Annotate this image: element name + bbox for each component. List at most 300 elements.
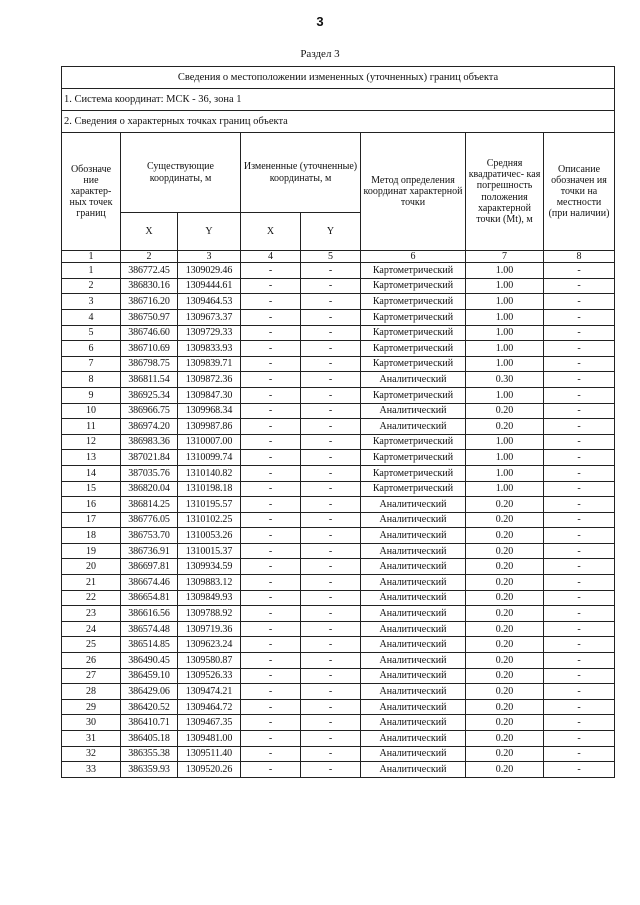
mean-error-cell: 0.20 [466,606,544,622]
existing-y-cell: 1309719.36 [178,621,241,637]
point-description-cell: - [544,450,615,466]
table-title: Сведения о местоположении измененных (уточненных) границ объекта [62,67,615,89]
column-number: 2 [121,251,178,263]
table-row [62,497,615,513]
method-cell: Картометрический [361,465,466,481]
point-description-cell: - [544,731,615,747]
table-row [62,450,615,466]
changed-x-cell: - [241,419,301,435]
changed-x-cell: - [241,341,301,357]
existing-x-cell: 386966.75 [121,403,178,419]
existing-x-cell: 386736.91 [121,543,178,559]
existing-x-cell: 386710.69 [121,341,178,357]
existing-x-cell: 386674.46 [121,575,178,591]
changed-y-cell: - [301,434,361,450]
existing-x-cell: 386750.97 [121,309,178,325]
header-existing-coords: Существующие координаты, м [121,133,241,213]
point-description-cell: - [544,387,615,403]
changed-y-cell: - [301,590,361,606]
mean-error-cell: 1.00 [466,309,544,325]
changed-y-cell: - [301,559,361,575]
table-row [62,419,615,435]
table-row [62,341,615,357]
changed-x-cell: - [241,450,301,466]
changed-x-cell: - [241,497,301,513]
header-method: Метод определения координат характерной точки [361,133,466,251]
point-id-cell: 30 [62,715,121,731]
point-description-cell: - [544,325,615,341]
changed-y-cell: - [301,497,361,513]
existing-y-cell: 1309987.86 [178,419,241,435]
changed-x-cell: - [241,637,301,653]
changed-y-cell: - [301,762,361,778]
page-number: 3 [316,14,324,29]
point-description-cell: - [544,559,615,575]
mean-error-cell: 0.20 [466,653,544,669]
changed-y-cell: - [301,356,361,372]
table-row [62,762,615,778]
point-id-cell: 24 [62,621,121,637]
existing-x-cell: 386772.45 [121,263,178,279]
point-id-cell: 26 [62,653,121,669]
point-id-cell: 19 [62,543,121,559]
changed-x-cell: - [241,309,301,325]
method-cell: Аналитический [361,403,466,419]
method-cell: Картометрический [361,309,466,325]
existing-y-cell: 1309029.46 [178,263,241,279]
table-row [62,294,615,310]
changed-y-cell: - [301,653,361,669]
changed-x-cell: - [241,465,301,481]
point-description-cell: - [544,372,615,388]
changed-x-cell: - [241,294,301,310]
changed-y-cell: - [301,387,361,403]
mean-error-cell: 1.00 [466,325,544,341]
mean-error-cell: 1.00 [466,387,544,403]
point-description-cell: - [544,434,615,450]
table-row [62,559,615,575]
method-cell: Картометрический [361,278,466,294]
mean-error-cell: 1.00 [466,263,544,279]
table-row [62,621,615,637]
method-cell: Аналитический [361,606,466,622]
changed-x-cell: - [241,512,301,528]
point-id-cell: 32 [62,746,121,762]
table-row [62,309,615,325]
header-designation: Обозначе ние характер- ных точек границ [62,133,121,251]
point-description-cell: - [544,653,615,669]
method-cell: Картометрический [361,450,466,466]
existing-x-cell: 386925.34 [121,387,178,403]
existing-x-cell: 386359.93 [121,762,178,778]
changed-y-cell: - [301,309,361,325]
changed-y-cell: - [301,294,361,310]
method-cell: Аналитический [361,512,466,528]
point-id-cell: 15 [62,481,121,497]
existing-x-cell: 386405.18 [121,731,178,747]
point-description-cell: - [544,715,615,731]
table-row [62,575,615,591]
coord-system-line: 1. Система координат: МСК - 36, зона 1 [62,89,615,111]
method-cell: Картометрический [361,356,466,372]
mean-error-cell: 1.00 [466,434,544,450]
existing-y-cell: 1309968.34 [178,403,241,419]
changed-y-cell: - [301,606,361,622]
changed-y-cell: - [301,528,361,544]
changed-x-cell: - [241,372,301,388]
existing-x-cell: 386429.06 [121,684,178,700]
point-description-cell: - [544,512,615,528]
point-description-cell: - [544,699,615,715]
changed-x-cell: - [241,356,301,372]
point-id-cell: 17 [62,512,121,528]
method-cell: Аналитический [361,372,466,388]
existing-y-cell: 1310053.26 [178,528,241,544]
changed-y-cell: - [301,465,361,481]
changed-x-cell: - [241,590,301,606]
existing-x-cell: 386983.36 [121,434,178,450]
changed-y-cell: - [301,450,361,466]
existing-y-cell: 1309883.12 [178,575,241,591]
changed-x-cell: - [241,731,301,747]
method-cell: Картометрический [361,341,466,357]
header-description: Описание обозначен ия точки на местности (при наличии) [544,133,615,251]
point-description-cell: - [544,465,615,481]
existing-x-cell: 386716.20 [121,294,178,310]
mean-error-cell: 1.00 [466,341,544,357]
existing-y-cell: 1309623.24 [178,637,241,653]
existing-x-cell: 386776.05 [121,512,178,528]
point-id-cell: 12 [62,434,121,450]
changed-y-cell: - [301,325,361,341]
point-id-cell: 6 [62,341,121,357]
point-id-cell: 7 [62,356,121,372]
table-row [62,653,615,669]
existing-x-cell: 386459.10 [121,668,178,684]
point-description-cell: - [544,403,615,419]
boundary-points-table [61,66,615,778]
changed-x-cell: - [241,325,301,341]
method-cell: Картометрический [361,325,466,341]
point-id-cell: 2 [62,278,121,294]
changed-x-cell: - [241,606,301,622]
header-error: Средняя квадратичес- кая погрешность положения характерной точки (Mt), м [466,133,544,251]
mean-error-cell: 1.00 [466,481,544,497]
method-cell: Аналитический [361,668,466,684]
method-cell: Аналитический [361,637,466,653]
point-description-cell: - [544,575,615,591]
point-id-cell: 14 [62,465,121,481]
table-row [62,512,615,528]
existing-y-cell: 1309467.35 [178,715,241,731]
method-cell: Аналитический [361,497,466,513]
point-id-cell: 1 [62,263,121,279]
point-id-cell: 13 [62,450,121,466]
existing-x-cell: 386814.25 [121,497,178,513]
existing-y-cell: 1309673.37 [178,309,241,325]
point-description-cell: - [544,606,615,622]
existing-y-cell: 1309464.72 [178,699,241,715]
table-row [62,543,615,559]
changed-x-cell: - [241,481,301,497]
changed-x-cell: - [241,528,301,544]
point-description-cell: - [544,481,615,497]
point-id-cell: 8 [62,372,121,388]
point-description-cell: - [544,294,615,310]
existing-y-cell: 1309464.53 [178,294,241,310]
method-cell: Картометрический [361,434,466,450]
existing-y-cell: 1309839.71 [178,356,241,372]
existing-y-cell: 1310195.57 [178,497,241,513]
column-number: 5 [301,251,361,263]
column-number: 6 [361,251,466,263]
point-description-cell: - [544,497,615,513]
mean-error-cell: 1.00 [466,450,544,466]
column-number: 3 [178,251,241,263]
table-row [62,278,615,294]
table-row [62,528,615,544]
table-row [62,434,615,450]
existing-x-cell: 386654.81 [121,590,178,606]
mean-error-cell: 0.20 [466,715,544,731]
existing-x-cell: 386574.48 [121,621,178,637]
method-cell: Аналитический [361,575,466,591]
point-id-cell: 5 [62,325,121,341]
table-row [62,590,615,606]
changed-x-cell: - [241,762,301,778]
table-row [62,637,615,653]
changed-y-cell: - [301,637,361,653]
changed-y-cell: - [301,481,361,497]
mean-error-cell: 0.20 [466,684,544,700]
point-description-cell: - [544,637,615,653]
column-number: 1 [62,251,121,263]
table-row [62,481,615,497]
method-cell: Аналитический [361,746,466,762]
point-description-cell: - [544,543,615,559]
existing-x-cell: 387035.76 [121,465,178,481]
existing-y-cell: 1309511.40 [178,746,241,762]
mean-error-cell: 0.20 [466,746,544,762]
changed-x-cell: - [241,746,301,762]
changed-y-cell: - [301,419,361,435]
header-existing-y: Y [178,213,241,251]
existing-y-cell: 1309833.93 [178,341,241,357]
changed-x-cell: - [241,715,301,731]
point-description-cell: - [544,263,615,279]
changed-x-cell: - [241,434,301,450]
mean-error-cell: 0.20 [466,497,544,513]
changed-x-cell: - [241,575,301,591]
changed-x-cell: - [241,278,301,294]
table-row [62,403,615,419]
table-row [62,372,615,388]
point-id-cell: 23 [62,606,121,622]
changed-x-cell: - [241,653,301,669]
changed-y-cell: - [301,684,361,700]
point-id-cell: 29 [62,699,121,715]
method-cell: Картометрический [361,263,466,279]
method-cell: Аналитический [361,543,466,559]
changed-x-cell: - [241,699,301,715]
table-row [62,356,615,372]
existing-x-cell: 386974.20 [121,419,178,435]
column-number-row [62,251,615,263]
mean-error-cell: 1.00 [466,294,544,310]
column-number: 8 [544,251,615,263]
changed-y-cell: - [301,575,361,591]
changed-y-cell: - [301,621,361,637]
table-row [62,263,615,279]
method-cell: Аналитический [361,590,466,606]
mean-error-cell: 0.20 [466,668,544,684]
existing-y-cell: 1310015.37 [178,543,241,559]
point-id-cell: 25 [62,637,121,653]
existing-y-cell: 1309849.93 [178,590,241,606]
existing-y-cell: 1310198.18 [178,481,241,497]
existing-x-cell: 386420.52 [121,699,178,715]
point-id-cell: 31 [62,731,121,747]
section-title: Раздел 3 [300,48,340,60]
changed-y-cell: - [301,543,361,559]
existing-y-cell: 1309729.33 [178,325,241,341]
method-cell: Аналитический [361,715,466,731]
point-id-cell: 28 [62,684,121,700]
method-cell: Аналитический [361,684,466,700]
header-existing-x: X [121,213,178,251]
mean-error-cell: 0.20 [466,528,544,544]
point-id-cell: 21 [62,575,121,591]
mean-error-cell: 0.20 [466,731,544,747]
column-number: 7 [466,251,544,263]
existing-x-cell: 387021.84 [121,450,178,466]
table-body [62,263,615,778]
method-cell: Аналитический [361,419,466,435]
changed-x-cell: - [241,387,301,403]
table-row [62,731,615,747]
table-row [62,465,615,481]
point-description-cell: - [544,309,615,325]
method-cell: Картометрический [361,294,466,310]
point-description-cell: - [544,762,615,778]
point-description-cell: - [544,668,615,684]
changed-y-cell: - [301,731,361,747]
method-cell: Аналитический [361,699,466,715]
point-id-cell: 3 [62,294,121,310]
header-changed-coords: Измененные (уточненные) координаты, м [241,133,361,213]
point-id-cell: 11 [62,419,121,435]
existing-x-cell: 386830.16 [121,278,178,294]
point-id-cell: 10 [62,403,121,419]
point-description-cell: - [544,419,615,435]
method-cell: Картометрический [361,387,466,403]
existing-y-cell: 1310102.25 [178,512,241,528]
mean-error-cell: 0.20 [466,512,544,528]
existing-y-cell: 1310140.82 [178,465,241,481]
point-id-cell: 22 [62,590,121,606]
column-number: 4 [241,251,301,263]
existing-x-cell: 386697.81 [121,559,178,575]
mean-error-cell: 0.20 [466,403,544,419]
point-description-cell: - [544,356,615,372]
existing-y-cell: 1309444.61 [178,278,241,294]
method-cell: Картометрический [361,481,466,497]
points-heading: 2. Сведения о характерных точках границ объекта [62,111,615,133]
changed-y-cell: - [301,715,361,731]
method-cell: Аналитический [361,762,466,778]
changed-x-cell: - [241,403,301,419]
point-description-cell: - [544,746,615,762]
changed-x-cell: - [241,543,301,559]
changed-x-cell: - [241,263,301,279]
existing-x-cell: 386820.04 [121,481,178,497]
existing-x-cell: 386355.38 [121,746,178,762]
point-description-cell: - [544,684,615,700]
point-id-cell: 20 [62,559,121,575]
method-cell: Аналитический [361,528,466,544]
existing-y-cell: 1310007.00 [178,434,241,450]
mean-error-cell: 0.20 [466,590,544,606]
changed-y-cell: - [301,746,361,762]
existing-y-cell: 1309580.87 [178,653,241,669]
changed-x-cell: - [241,684,301,700]
point-id-cell: 27 [62,668,121,684]
changed-y-cell: - [301,372,361,388]
mean-error-cell: 0.20 [466,637,544,653]
table-row [62,325,615,341]
changed-y-cell: - [301,263,361,279]
mean-error-cell: 0.20 [466,762,544,778]
existing-x-cell: 386753.70 [121,528,178,544]
existing-y-cell: 1309847.30 [178,387,241,403]
point-id-cell: 16 [62,497,121,513]
changed-y-cell: - [301,668,361,684]
existing-x-cell: 386410.71 [121,715,178,731]
point-id-cell: 9 [62,387,121,403]
header-changed-x: X [241,213,301,251]
changed-y-cell: - [301,403,361,419]
mean-error-cell: 1.00 [466,278,544,294]
method-cell: Аналитический [361,731,466,747]
table-row [62,606,615,622]
point-id-cell: 18 [62,528,121,544]
existing-y-cell: 1309788.92 [178,606,241,622]
existing-x-cell: 386811.54 [121,372,178,388]
mean-error-cell: 0.20 [466,543,544,559]
method-cell: Аналитический [361,621,466,637]
header-changed-y: Y [301,213,361,251]
existing-x-cell: 386746.60 [121,325,178,341]
mean-error-cell: 1.00 [466,356,544,372]
existing-x-cell: 386490.45 [121,653,178,669]
changed-y-cell: - [301,512,361,528]
mean-error-cell: 0.20 [466,699,544,715]
changed-x-cell: - [241,621,301,637]
existing-y-cell: 1309934.59 [178,559,241,575]
mean-error-cell: 0.20 [466,419,544,435]
mean-error-cell: 0.20 [466,621,544,637]
table-row [62,668,615,684]
changed-x-cell: - [241,668,301,684]
mean-error-cell: 0.20 [466,559,544,575]
changed-y-cell: - [301,699,361,715]
existing-y-cell: 1309474.21 [178,684,241,700]
point-description-cell: - [544,528,615,544]
existing-x-cell: 386616.56 [121,606,178,622]
changed-x-cell: - [241,559,301,575]
mean-error-cell: 0.30 [466,372,544,388]
point-id-cell: 4 [62,309,121,325]
